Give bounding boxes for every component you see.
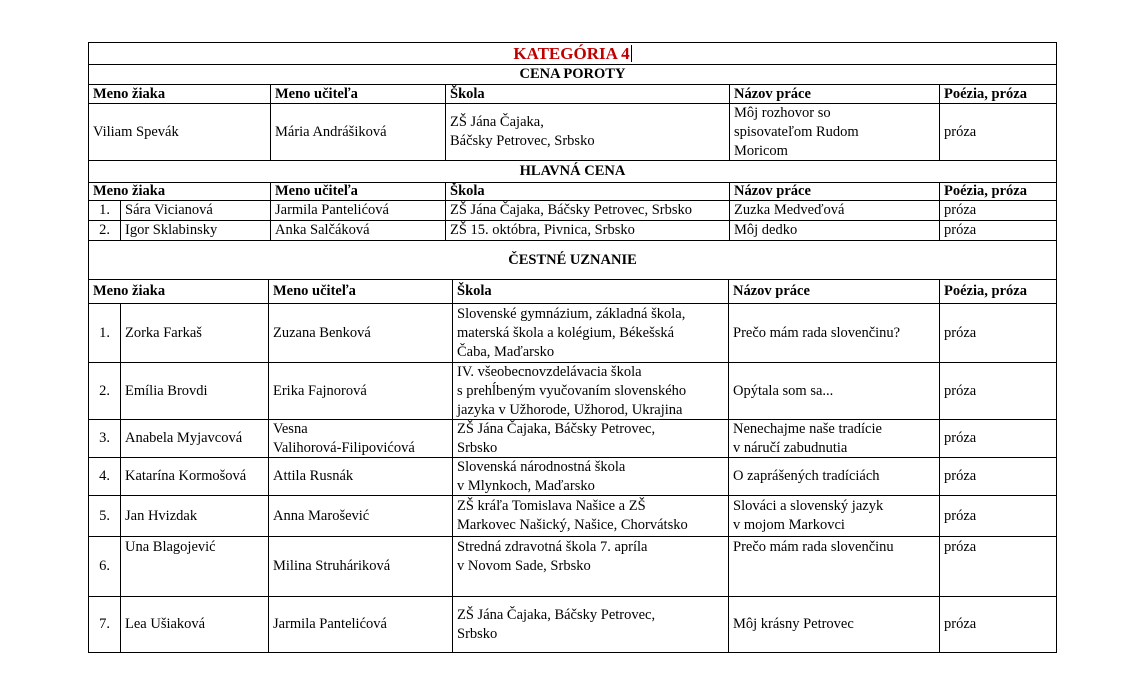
header-teacher: Meno učiteľa bbox=[268, 280, 452, 303]
work-title bbox=[729, 221, 939, 240]
table-row bbox=[88, 457, 1057, 495]
row-number: 3. bbox=[99, 430, 110, 446]
student-name: Lea Ušiaková bbox=[120, 597, 268, 652]
genre: próza bbox=[939, 304, 1058, 362]
work-title-line: Zuzka Medveďová bbox=[734, 202, 845, 218]
table-row bbox=[88, 495, 1057, 536]
teacher-name: Jarmila Pantelićová bbox=[270, 201, 445, 220]
work-title bbox=[728, 458, 939, 495]
teacher-name-line: Vesna bbox=[273, 420, 308, 437]
row-number: 1. bbox=[99, 202, 110, 218]
teacher-name: Anka Salčáková bbox=[270, 221, 445, 240]
table-row bbox=[88, 303, 1057, 362]
document-table bbox=[88, 42, 1057, 653]
school-name bbox=[445, 221, 729, 240]
document-title-text: KATEGÓRIA 4 bbox=[513, 43, 630, 63]
genre: próza bbox=[939, 201, 1058, 220]
work-title-line: Môj krásny Petrovec bbox=[733, 616, 854, 632]
genre: próza bbox=[939, 221, 1058, 240]
student-name: Viliam Spevák bbox=[93, 123, 179, 140]
work-title bbox=[729, 104, 939, 160]
school-name-line: Čaba, Maďarsko bbox=[457, 343, 555, 360]
header-title: Názov práce bbox=[729, 85, 939, 103]
section-heading-honor-row bbox=[88, 240, 1057, 279]
genre: próza bbox=[939, 104, 1058, 160]
table-row bbox=[88, 103, 1057, 160]
header-student: Meno žiaka bbox=[93, 85, 166, 102]
table-row bbox=[88, 596, 1057, 653]
genre: próza bbox=[939, 363, 1058, 419]
school-name bbox=[452, 496, 728, 536]
header-genre: Poézia, próza bbox=[939, 183, 1058, 200]
section-heading-main bbox=[89, 161, 1056, 182]
school-name-line: IV. všeobecnovzdelávacia škola bbox=[457, 363, 642, 380]
student-name: Emília Brovdi bbox=[120, 363, 268, 419]
header-school: Škola bbox=[445, 183, 729, 200]
header-title: Názov práce bbox=[728, 280, 939, 303]
header-school: Škola bbox=[452, 280, 728, 303]
work-title-line: O zaprášených tradíciách bbox=[733, 468, 880, 484]
genre: próza bbox=[939, 597, 1058, 652]
school-name-line: ZŠ Jána Čajaka, Báčsky Petrovec, bbox=[457, 420, 656, 437]
work-title-line: v mojom Markovci bbox=[733, 517, 845, 533]
text-cursor bbox=[631, 45, 632, 62]
header-teacher: Meno učiteľa bbox=[270, 85, 445, 103]
work-title bbox=[728, 496, 939, 536]
school-name-line: Stredná zdravotná škola 7. apríla bbox=[457, 539, 648, 555]
work-title-line: Moricom bbox=[734, 142, 788, 159]
row-number: 6. bbox=[99, 558, 110, 574]
school-name-line: s prehĺbeným vyučovaním slovenského bbox=[457, 382, 687, 399]
student-name: Jan Hvizdak bbox=[120, 496, 268, 536]
header-teacher: Meno učiteľa bbox=[270, 183, 445, 200]
school-name-line: v Novom Sade, Srbsko bbox=[457, 558, 591, 574]
teacher-name bbox=[268, 420, 452, 457]
school-name bbox=[452, 537, 728, 596]
student-name: Igor Sklabinsky bbox=[120, 221, 270, 240]
section-heading-honor-text: ČESTNÉ UZNANIE bbox=[508, 251, 637, 268]
work-title bbox=[729, 201, 939, 220]
school-name-line: v Mlynkoch, Maďarsko bbox=[457, 477, 595, 494]
section-heading-jury-text: CENA POROTY bbox=[519, 66, 626, 82]
table-row bbox=[88, 536, 1057, 596]
teacher-name: Attila Rusnák bbox=[268, 458, 452, 495]
school-name-line: Markovec Našický, Našice, Chorvátsko bbox=[457, 517, 688, 533]
teacher-name: Milina Struháriková bbox=[268, 537, 452, 596]
school-name bbox=[452, 304, 728, 362]
student-name: Anabela Myjavcová bbox=[120, 420, 268, 457]
genre: próza bbox=[939, 537, 1058, 596]
section-heading-honor bbox=[89, 241, 1056, 279]
school-name-line: ZŠ Jána Čajaka, bbox=[450, 114, 544, 130]
student-name: Zorka Farkaš bbox=[120, 304, 268, 362]
table-row bbox=[88, 200, 1057, 220]
work-title-line: Slováci a slovenský jazyk bbox=[733, 498, 884, 514]
work-title-line: spisovateľom Rudom bbox=[734, 123, 859, 140]
work-title-line: Opýtala som sa... bbox=[733, 382, 834, 399]
teacher-name: Zuzana Benková bbox=[268, 304, 452, 362]
school-name-line: ZŠ kráľa Tomislava Našice a ZŠ bbox=[457, 498, 646, 514]
school-name bbox=[445, 201, 729, 220]
row-number: 2. bbox=[99, 382, 110, 399]
row-number: 7. bbox=[99, 616, 110, 632]
teacher-name-line: Valihorová-Filipovićová bbox=[273, 439, 415, 456]
student-name: Katarína Kormošová bbox=[120, 458, 268, 495]
table-row bbox=[88, 419, 1057, 457]
school-name-line: Slovenské gymnázium, základná škola, bbox=[457, 305, 686, 322]
work-title bbox=[728, 304, 939, 362]
school-name-line: ZŠ Jána Čajaka, Báčsky Petrovec, Srbsko bbox=[450, 202, 693, 218]
work-title-line: Prečo mám rada slovenčinu bbox=[733, 539, 894, 555]
genre: próza bbox=[939, 458, 1058, 495]
work-title bbox=[728, 537, 939, 596]
student-name: Sára Vicianová bbox=[120, 201, 270, 220]
school-name-line: Srbsko bbox=[457, 439, 498, 456]
document-title bbox=[89, 43, 1056, 64]
section-heading-main-row bbox=[88, 160, 1057, 182]
table-row bbox=[88, 362, 1057, 419]
header-genre: Poézia, próza bbox=[939, 280, 1058, 303]
header-title: Názov práce bbox=[729, 183, 939, 200]
row-number: 5. bbox=[99, 507, 110, 524]
genre: próza bbox=[939, 496, 1058, 536]
school-name-line: Báčsky Petrovec, Srbsko bbox=[450, 133, 595, 149]
teacher-name: Erika Fajnorová bbox=[268, 363, 452, 419]
work-title bbox=[728, 597, 939, 652]
teacher-name: Anna Marošević bbox=[268, 496, 452, 536]
work-title bbox=[728, 420, 939, 457]
section-heading-jury-row bbox=[88, 64, 1057, 84]
header-genre: Poézia, próza bbox=[939, 85, 1058, 103]
teacher-name: Jarmila Pantelićová bbox=[268, 597, 452, 652]
work-title-line: Prečo mám rada slovenčinu? bbox=[733, 324, 901, 341]
document-title-row bbox=[88, 42, 1057, 64]
work-title-line: Nenechajme naše tradície bbox=[733, 420, 882, 437]
school-name-line: materská škola a kolégium, Békešská bbox=[457, 324, 675, 341]
work-title-line: v náručí zabudnutia bbox=[733, 439, 848, 456]
school-name-line: ZŠ Jána Čajaka, Báčsky Petrovec, bbox=[457, 606, 656, 623]
genre: próza bbox=[939, 420, 1058, 457]
header-row bbox=[88, 182, 1057, 200]
work-title bbox=[728, 363, 939, 419]
header-row bbox=[88, 279, 1057, 303]
school-name bbox=[452, 458, 728, 495]
school-name-line: jazyka v Užhorode, Užhorod, Ukrajina bbox=[457, 401, 683, 418]
school-name bbox=[452, 597, 728, 652]
school-name bbox=[445, 104, 729, 160]
header-student: Meno žiaka bbox=[93, 283, 166, 299]
work-title-line: Môj dedko bbox=[734, 222, 798, 238]
work-title-line: Môj rozhovor so bbox=[734, 104, 831, 121]
section-heading-jury bbox=[89, 65, 1056, 84]
school-name-line: Srbsko bbox=[457, 625, 498, 642]
student-name: Una Blagojević bbox=[120, 537, 268, 596]
row-number: 2. bbox=[99, 222, 110, 238]
school-name-line: Slovenská národnostná škola bbox=[457, 458, 626, 475]
school-name bbox=[452, 420, 728, 457]
section-heading-main-text: HLAVNÁ CENA bbox=[519, 163, 626, 179]
row-number: 4. bbox=[99, 468, 110, 484]
school-name bbox=[452, 363, 728, 419]
header-student: Meno žiaka bbox=[93, 183, 166, 199]
school-name-line: ZŠ 15. októbra, Pivnica, Srbsko bbox=[450, 222, 635, 238]
teacher-name: Mária Andrášiková bbox=[270, 104, 445, 160]
row-number: 1. bbox=[99, 324, 110, 341]
table-row bbox=[88, 220, 1057, 240]
header-school: Škola bbox=[445, 85, 729, 103]
header-row bbox=[88, 84, 1057, 103]
